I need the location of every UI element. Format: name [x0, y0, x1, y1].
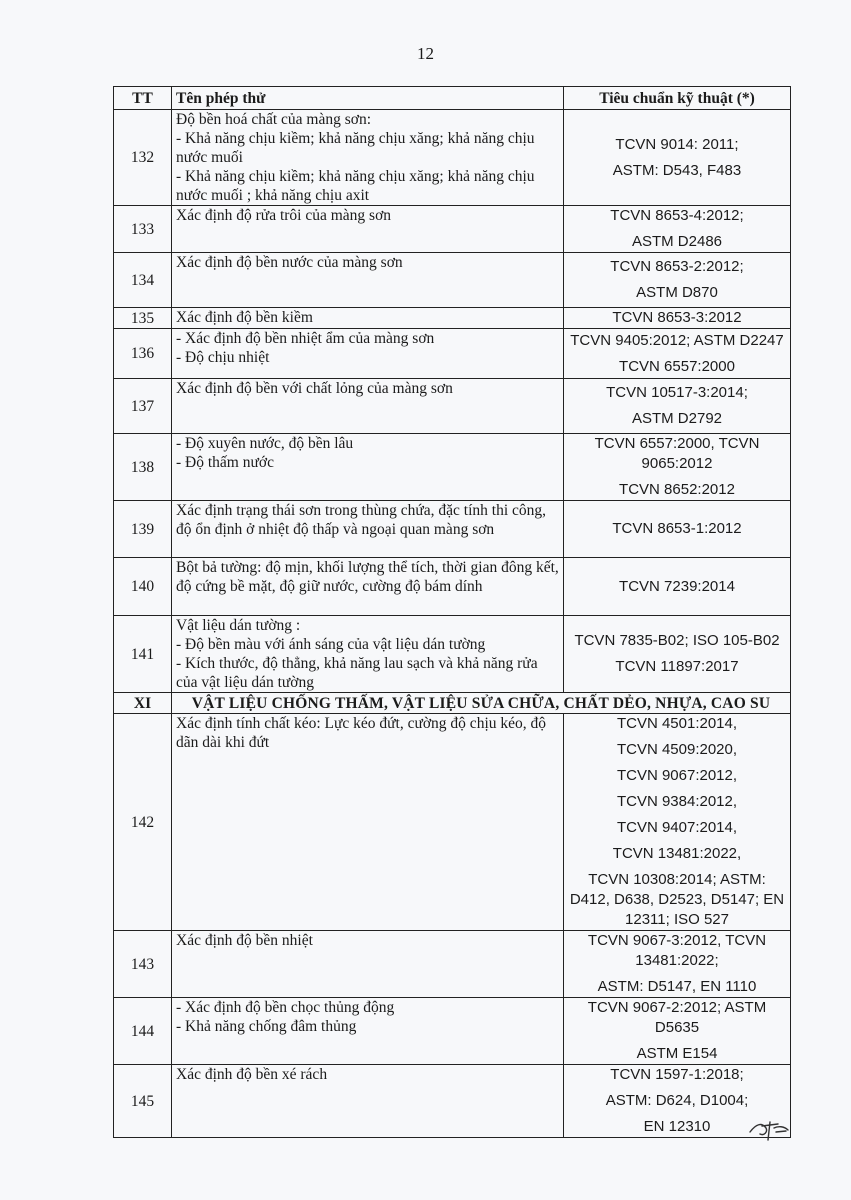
test-name-line: Độ bền hoá chất của màng sơn: — [176, 111, 371, 128]
standard-cell — [564, 379, 791, 434]
test-name-cell — [172, 931, 564, 998]
row-number: 144 — [114, 998, 172, 1065]
standard-line: TCVN 9405:2012; ASTM D2247 — [570, 331, 784, 349]
standard-line: TCVN 4501:2014, — [616, 715, 738, 732]
row-number: 134 — [114, 253, 172, 308]
test-name-line: Xác định độ bền kiềm — [176, 309, 313, 326]
standard-line: TCVN 9067-2:2012; ASTM D5635 — [587, 999, 767, 1036]
standard-line: TCVN 6557:2000 — [619, 357, 735, 375]
standard-line: ASTM E154 — [636, 1045, 718, 1062]
standard-line: TCVN 6557:2000, TCVN 9065:2012 — [594, 435, 760, 472]
standard-line: TCVN 9407:2014, — [616, 819, 738, 836]
header-tt: TT — [114, 87, 172, 110]
standard-line: TCVN 10308:2014; ASTM: D412, D638, D2523, D5147; EN 12311; ISO 527 — [569, 871, 785, 928]
table-row — [114, 379, 791, 434]
row-number: 133 — [114, 206, 172, 253]
test-name-cell — [172, 714, 564, 931]
table-row — [114, 616, 791, 693]
standard-line: ASTM: D5147, EN 1110 — [597, 978, 757, 995]
row-number: 132 — [114, 110, 172, 206]
test-name-cell — [172, 206, 564, 253]
table-row — [114, 931, 791, 998]
table-row — [114, 329, 791, 379]
standard-cell — [564, 501, 791, 558]
standard-line: TCVN 9067-3:2012, TCVN 13481:2022; — [587, 932, 767, 969]
table-row — [114, 206, 791, 253]
table-section — [114, 693, 791, 714]
section-number: XI — [114, 693, 172, 714]
test-name-line: - Xác định độ bền chọc thủng động — [176, 999, 395, 1016]
test-name-cell — [172, 379, 564, 434]
test-name-line: Xác định tính chất kéo: Lực kéo đứt, cường độ chịu kéo, độ dãn dài khi đứt — [176, 715, 547, 751]
standard-line: TCVN 8653-2:2012; — [610, 258, 744, 275]
standard-line: TCVN 7239:2014 — [619, 577, 735, 595]
test-name-line: - Độ xuyên nước, độ bền lâu — [176, 435, 354, 452]
test-name-line: - Xác định độ bền nhiệt ẩm của màng sơn — [176, 330, 435, 347]
page-number: 12 — [417, 44, 434, 63]
standard-line: EN 12310 — [643, 1118, 711, 1135]
row-number: 143 — [114, 931, 172, 998]
standards-table — [113, 86, 791, 1138]
standard-line: TCVN 8653-4:2012; — [610, 207, 744, 224]
row-number: 135 — [114, 308, 172, 329]
test-name-line: Xác định độ bền nhiệt — [176, 932, 313, 949]
table-row — [114, 253, 791, 308]
test-name-cell — [172, 329, 564, 379]
standard-cell — [564, 110, 791, 206]
standard-line: TCVN 8653-1:2012 — [612, 520, 742, 537]
standard-cell — [564, 434, 791, 501]
table-row — [114, 501, 791, 558]
standard-cell — [564, 308, 791, 329]
test-name-line: Xác định độ rửa trôi của màng sơn — [176, 207, 392, 224]
test-name-cell — [172, 998, 564, 1065]
test-name-line: - Độ bền màu với ánh sáng của vật liệu dán tường — [176, 636, 486, 653]
row-number: 136 — [114, 329, 172, 379]
test-name-line: Xác định trạng thái sơn trong thùng chứa, đặc tính thi công, độ ổn định ở nhiệt độ thấp và ngoại quan màng sơn — [176, 502, 547, 538]
table-row — [114, 110, 791, 206]
row-number: 138 — [114, 434, 172, 501]
standard-line: TCVN 13481:2022, — [612, 845, 742, 862]
standard-cell — [564, 558, 791, 616]
standard-line: TCVN 11897:2017 — [615, 658, 739, 675]
test-name-line: Xác định độ bền với chất lỏng của màng sơn — [176, 380, 453, 397]
standard-line: ASTM: D624, D1004; — [605, 1092, 749, 1109]
section-title: VẬT LIỆU CHỐNG THẤM, VẬT LIỆU SỬA CHỮA, CHẤT DẺO, NHỰA, CAO SU — [172, 693, 791, 714]
standard-line: ASTM D2792 — [631, 410, 723, 427]
row-number: 140 — [114, 558, 172, 616]
test-name-cell — [172, 253, 564, 308]
standard-cell — [564, 206, 791, 253]
standard-line: ASTM D2486 — [631, 233, 723, 250]
standard-cell — [564, 329, 791, 379]
row-number: 145 — [114, 1065, 172, 1138]
standard-line: TCVN 8652:2012 — [619, 481, 735, 498]
standard-cell — [564, 931, 791, 998]
test-name-line: Vật liệu dán tường : — [176, 617, 301, 634]
table-body-section — [114, 714, 791, 1138]
row-number: 142 — [114, 714, 172, 931]
standard-cell — [564, 714, 791, 931]
header-standard: Tiêu chuẩn kỹ thuật (*) — [564, 87, 791, 110]
standard-line: TCVN 1597-1:2018; — [610, 1066, 744, 1083]
test-name-line: - Khả năng chịu kiềm; khả năng chịu xăng; khả năng chịu nước muối — [176, 130, 535, 166]
standard-cell — [564, 253, 791, 308]
test-name-cell — [172, 616, 564, 693]
test-name-line: Xác định độ bền nước của màng sơn — [176, 254, 403, 271]
test-name-line: - Khả năng chịu kiềm; khả năng chịu xăng; khả năng chịu nước muối ; khả năng chịu axit — [176, 168, 535, 204]
standard-line: TCVN 4509:2020, — [616, 741, 738, 758]
test-name-line: - Độ thấm nước — [176, 454, 274, 471]
test-name-line: - Kích thước, độ thẳng, khả năng lau sạch và khả năng rửa của vật liệu dán tường — [176, 655, 538, 691]
test-name-line: Bột bả tường: độ mịn, khối lượng thể tích, thời gian đông kết, độ cứng bề mặt, độ giữ nước, cường độ bám dính — [176, 559, 559, 595]
row-number: 141 — [114, 616, 172, 693]
section-row — [114, 693, 791, 714]
table-row — [114, 308, 791, 329]
header-name: Tên phép thử — [172, 87, 564, 110]
table-row — [114, 558, 791, 616]
test-name-line: - Độ chịu nhiệt — [176, 349, 270, 366]
standard-line: ASTM D870 — [636, 284, 718, 301]
standard-line: TCVN 9067:2012, — [616, 767, 738, 784]
table-row — [114, 998, 791, 1065]
standard-line: ASTM: D543, F483 — [612, 161, 742, 179]
test-name-line: - Khả năng chống đâm thủng — [176, 1018, 357, 1035]
standard-cell — [564, 998, 791, 1065]
signature-mark — [748, 1118, 790, 1144]
standard-line: TCVN 7835-B02; ISO 105-B02 — [574, 632, 780, 649]
standard-line: TCVN 9014: 2011; — [615, 135, 739, 153]
row-number: 139 — [114, 501, 172, 558]
standard-line: TCVN 8653-3:2012 — [612, 309, 742, 326]
table-row — [114, 434, 791, 501]
table-row — [114, 714, 791, 931]
standard-cell — [564, 616, 791, 693]
table-header-row — [114, 87, 791, 110]
standard-line: TCVN 9384:2012, — [616, 793, 738, 810]
standard-line: TCVN 10517-3:2014; — [606, 384, 748, 401]
table-row — [114, 1065, 791, 1138]
test-name-cell — [172, 308, 564, 329]
test-name-cell — [172, 501, 564, 558]
test-name-cell — [172, 1065, 564, 1138]
test-name-line: Xác định độ bền xé rách — [176, 1066, 328, 1083]
test-name-cell — [172, 110, 564, 206]
test-name-cell — [172, 558, 564, 616]
test-name-cell — [172, 434, 564, 501]
row-number: 137 — [114, 379, 172, 434]
table-body-main — [114, 110, 791, 693]
